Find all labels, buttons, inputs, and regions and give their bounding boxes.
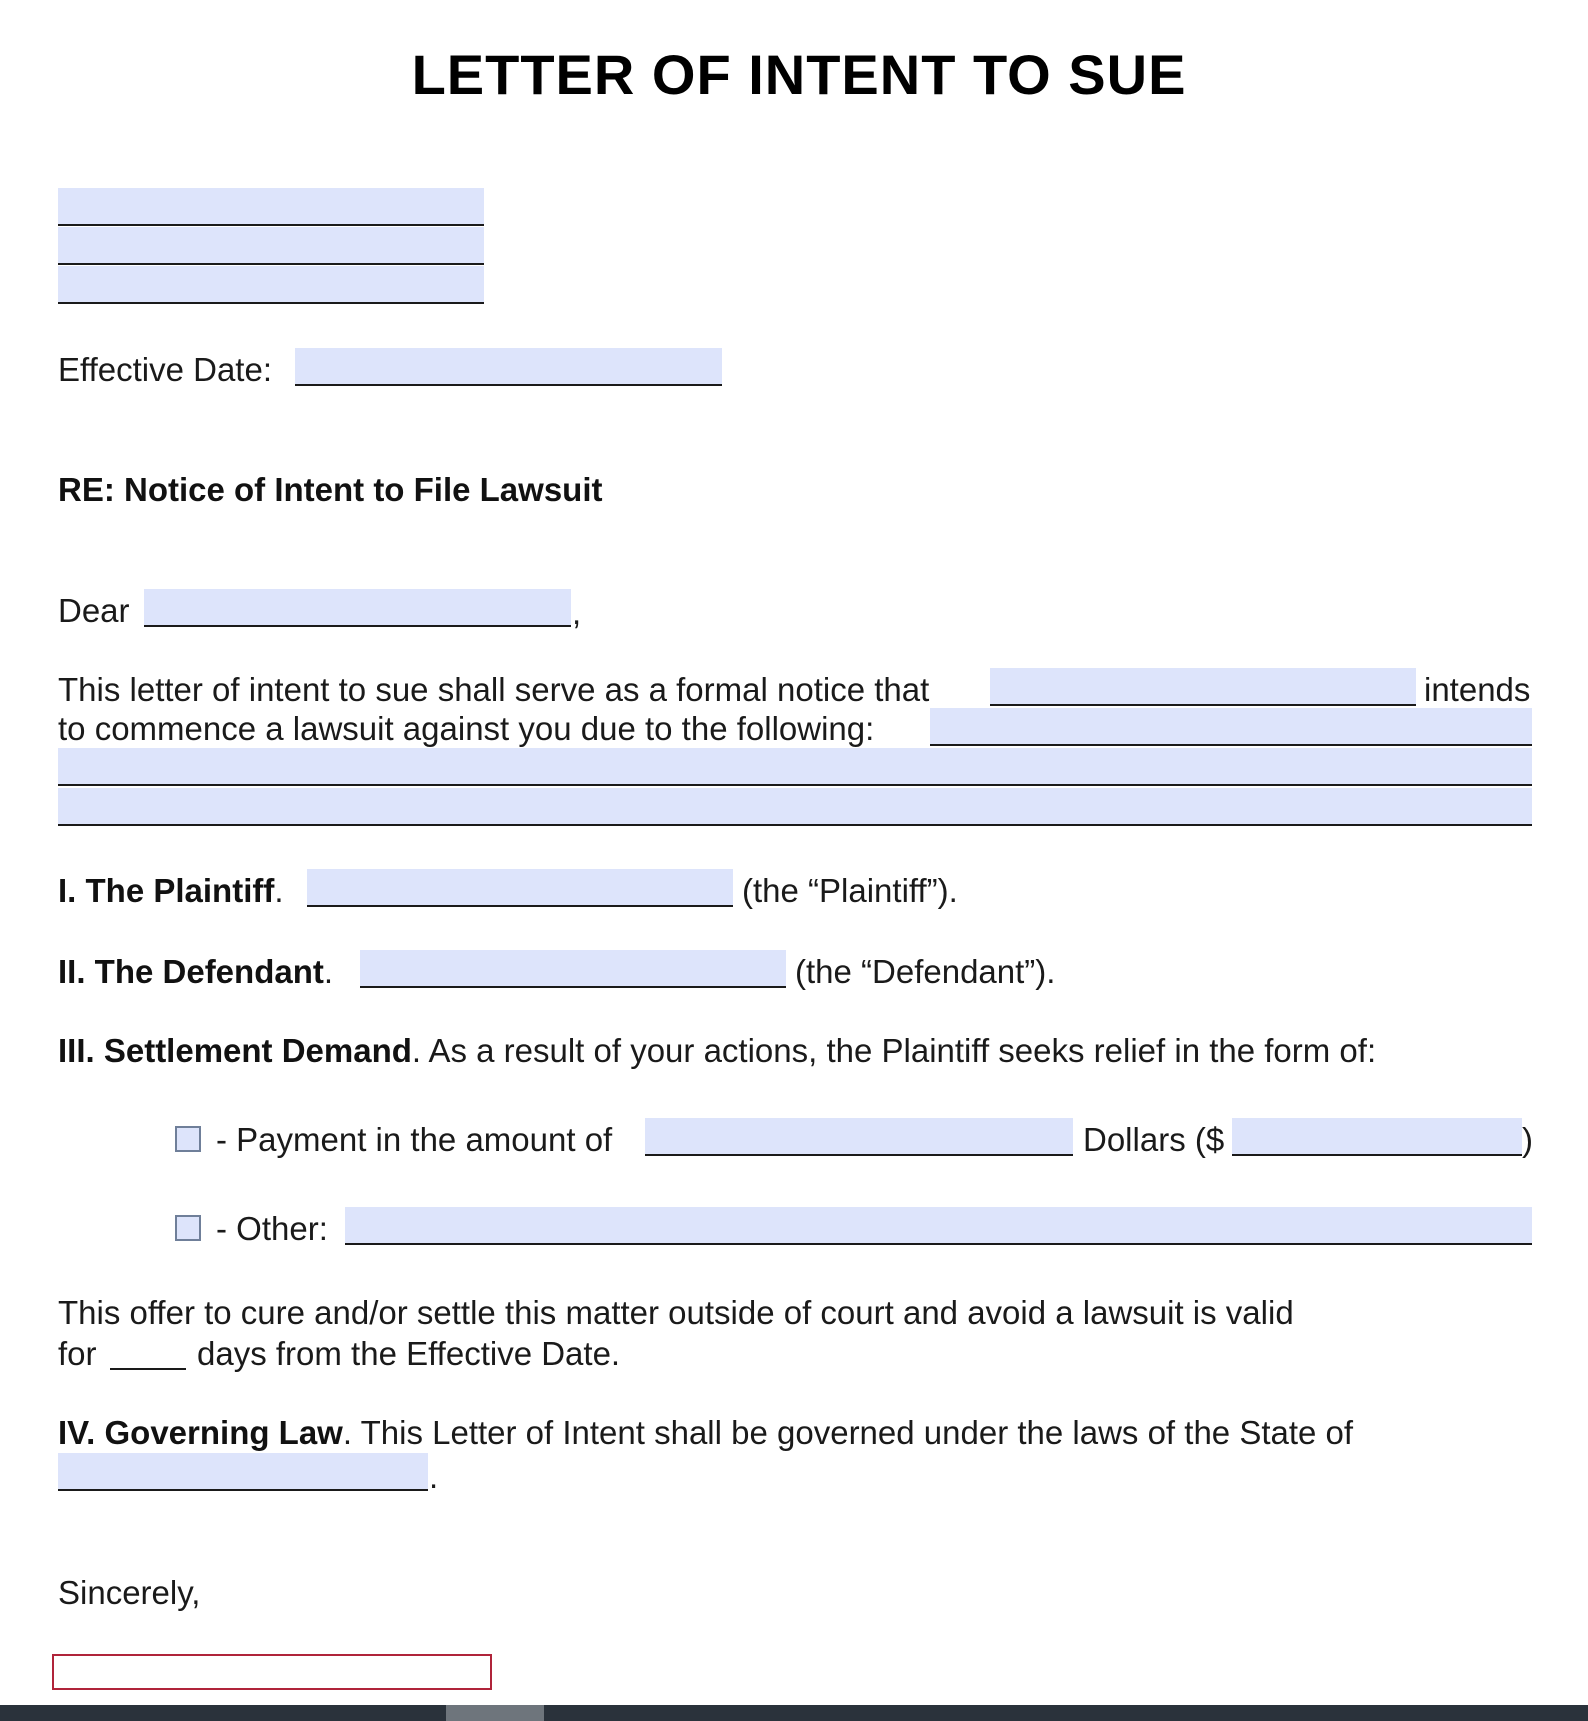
notice-text-2: to commence a lawsuit against you due to the following: [58, 710, 875, 747]
notice-text-1: This letter of intent to sue shall serve as a formal notice that [58, 671, 930, 708]
payment-amount-number-field[interactable] [1232, 1118, 1522, 1156]
reason-field-line-1[interactable] [930, 708, 1532, 746]
other-option-label: - Other: [216, 1210, 328, 1247]
settlement-period: . [411, 1032, 422, 1069]
horizontal-scrollbar[interactable] [0, 1705, 1588, 1721]
other-checkbox[interactable] [175, 1215, 201, 1241]
payment-amount-words-field[interactable] [645, 1118, 1073, 1156]
offer-text-1: This offer to cure and/or settle this matter outside of court and avoid a lawsuit is valid [58, 1294, 1294, 1331]
other-relief-field[interactable] [345, 1207, 1532, 1245]
plaintiff-name-inline-field[interactable] [990, 668, 1416, 706]
sender-address-line-2[interactable] [58, 227, 484, 265]
offer-days-field[interactable] [110, 1332, 186, 1370]
payment-option-label: - Payment in the amount of [216, 1121, 613, 1158]
notice-text-intends: intends [1424, 671, 1531, 708]
settlement-text: As a result of your actions, the Plaintiff seeks relief in the form of: [428, 1032, 1377, 1069]
defendant-section [58, 953, 333, 991]
plaintiff-label: I. The Plaintiff [58, 872, 275, 909]
recipient-name-field[interactable] [144, 589, 571, 627]
dear-comma: , [572, 594, 582, 631]
plaintiff-name-field[interactable] [307, 869, 733, 907]
plaintiff-section [58, 872, 284, 910]
re-line: RE: Notice of Intent to File Lawsuit [58, 471, 603, 508]
defendant-suffix: (the “Defendant”). [795, 953, 1056, 990]
scrollbar-thumb[interactable] [446, 1705, 544, 1721]
governing-state-period: . [429, 1458, 439, 1495]
dollars-close-paren: ) [1522, 1121, 1533, 1158]
plaintiff-period: . [274, 872, 284, 909]
settlement-section [58, 1032, 1376, 1070]
dear-label: Dear [58, 592, 130, 629]
reason-field-line-3[interactable] [58, 788, 1532, 826]
governing-state-field[interactable] [58, 1453, 428, 1491]
defendant-label: II. The Defendant [58, 953, 324, 990]
sender-address-line-1[interactable] [58, 188, 484, 226]
reason-field-line-2[interactable] [58, 748, 1532, 786]
plaintiff-suffix: (the “Plaintiff”). [742, 872, 958, 909]
effective-date-label: Effective Date: [58, 351, 273, 388]
governing-law-label: IV. Governing Law [58, 1414, 343, 1451]
defendant-period: . [323, 953, 334, 990]
offer-text-for: for [58, 1335, 97, 1372]
defendant-name-field[interactable] [360, 950, 786, 988]
settlement-label: III. Settlement Demand [58, 1032, 412, 1069]
governing-law-period: . [342, 1414, 353, 1451]
sincerely-label: Sincerely, [58, 1574, 201, 1611]
payment-checkbox[interactable] [175, 1126, 201, 1152]
effective-date-field[interactable] [295, 348, 722, 386]
governing-law-text: This Letter of Intent shall be governed under the laws of the State of [360, 1414, 1354, 1451]
signature-field[interactable] [52, 1654, 492, 1690]
governing-law-section [58, 1414, 1353, 1452]
offer-text-2: days from the Effective Date. [197, 1335, 621, 1372]
sender-address-line-3[interactable] [58, 266, 484, 304]
document-title: LETTER OF INTENT TO SUE [411, 43, 1187, 106]
dollars-label: Dollars ($ [1083, 1121, 1225, 1158]
